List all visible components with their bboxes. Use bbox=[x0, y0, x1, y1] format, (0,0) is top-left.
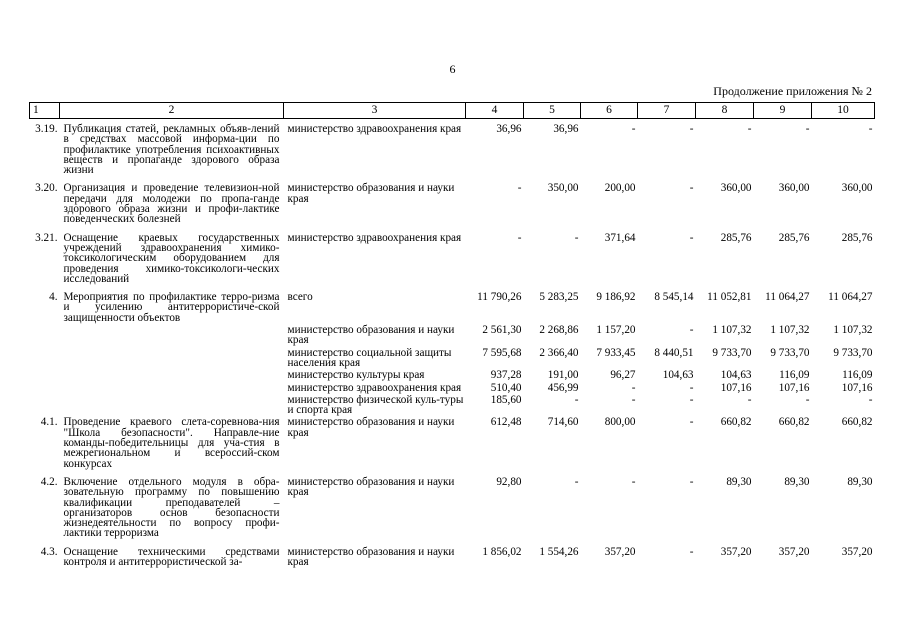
row-value-col-7: - bbox=[689, 381, 694, 394]
header-col-7: 7 bbox=[638, 103, 696, 119]
row-value-col-7: - bbox=[689, 182, 694, 195]
row-value-col-10: 116,09 bbox=[842, 369, 873, 382]
row-value-col-8: 9 733,70 bbox=[712, 346, 752, 359]
row-code: 4.1. bbox=[40, 416, 58, 429]
row-value-col-9: 360,00 bbox=[778, 182, 810, 195]
row-value-col-4: 185,60 bbox=[490, 393, 522, 406]
row-description: Включение отдельного модуля в обра-зовательную программу по повышению квалификации преподавателей – организаторов основ безопасности жизнедеятельности по вопросу профи-лактики терроризма bbox=[63, 475, 280, 540]
row-value-col-4: 510,40 bbox=[490, 381, 522, 394]
row-value-col-10: 89,30 bbox=[847, 475, 873, 488]
header-col-5: 5 bbox=[524, 103, 581, 119]
row-value-col-7: - bbox=[689, 231, 694, 244]
table-row bbox=[30, 381, 875, 393]
row-code-cell bbox=[30, 175, 60, 224]
row-value-col-7: - bbox=[689, 324, 694, 337]
row-value-col-8: 1 107,32 bbox=[712, 324, 752, 337]
row-value-col-10: 660,82 bbox=[841, 416, 873, 429]
row-value-col-4: 612,48 bbox=[490, 416, 522, 429]
table-body bbox=[30, 119, 875, 568]
table-row bbox=[30, 346, 875, 369]
row-value-col-9: 285,76 bbox=[778, 231, 810, 244]
row-value-col-6: 200,00 bbox=[604, 182, 636, 195]
table-row bbox=[30, 175, 875, 224]
row-value-col-5: 2 366,40 bbox=[539, 346, 579, 359]
row-value-col-4: 2 561,30 bbox=[482, 324, 522, 337]
header-col-1: 1 bbox=[30, 103, 60, 119]
row-code-cell bbox=[30, 469, 60, 539]
row-value-col-6: - bbox=[631, 475, 636, 488]
row-value-col-10: 11 064,27 bbox=[828, 291, 873, 304]
row-value-col-5: 5 283,25 bbox=[539, 291, 579, 304]
row-value-col-6: 371,64 bbox=[604, 231, 636, 244]
row-code-cell bbox=[30, 393, 60, 416]
row-value-col-8: 285,76 bbox=[720, 231, 752, 244]
row-value-col-8: 357,20 bbox=[720, 545, 752, 558]
row-value-col-4: 937,28 bbox=[490, 369, 522, 382]
header-col-2: 2 bbox=[60, 103, 284, 119]
header-col-8: 8 bbox=[696, 103, 754, 119]
row-executor: министерство образования и науки края bbox=[287, 475, 455, 499]
row-value-col-10: 9 733,70 bbox=[833, 346, 873, 359]
row-value-col-8: - bbox=[747, 393, 752, 406]
row-value-col-6: 1 157,20 bbox=[596, 324, 636, 337]
row-executor: министерство образования и науки края bbox=[287, 324, 455, 347]
row-description: Организация и проведение телевизион-ной передачи для молодежи по пропа-ганде здорового образа жизни и профи-лактике поведенческих болезней bbox=[63, 182, 280, 226]
row-value-col-6: - bbox=[631, 393, 636, 406]
row-code-cell bbox=[30, 323, 60, 346]
row-executor: министерство здравоохранения края bbox=[287, 231, 462, 244]
row-value-col-9: 11 064,27 bbox=[765, 291, 810, 304]
row-value-col-10: 107,16 bbox=[841, 381, 873, 394]
row-description bbox=[60, 393, 284, 416]
row-value-col-7: - bbox=[689, 545, 694, 558]
row-executor: министерство культуры края bbox=[287, 369, 425, 382]
row-code-cell bbox=[30, 284, 60, 323]
row-value-col-6: - bbox=[631, 123, 636, 135]
row-value-col-8: 104,63 bbox=[720, 369, 752, 382]
header-col-4: 4 bbox=[466, 103, 524, 119]
row-value-col-5: - bbox=[574, 475, 579, 488]
row-value-col-7: - bbox=[689, 416, 694, 429]
table-row bbox=[30, 323, 875, 346]
table-row bbox=[30, 539, 875, 568]
row-value-col-8: 11 052,81 bbox=[707, 291, 752, 304]
row-value-col-6: 9 186,92 bbox=[596, 291, 636, 304]
table-row bbox=[30, 368, 875, 380]
row-code-cell bbox=[30, 346, 60, 369]
row-value-col-10: 285,76 bbox=[841, 231, 873, 244]
row-code: 4.2. bbox=[40, 475, 58, 488]
row-value-col-10: 1 107,32 bbox=[833, 324, 873, 337]
row-value-col-9: 116,09 bbox=[779, 369, 810, 382]
row-value-col-8: 660,82 bbox=[720, 416, 752, 429]
row-value-col-6: 357,20 bbox=[604, 545, 636, 558]
row-value-col-5: 456,99 bbox=[547, 381, 579, 394]
row-executor: министерство социальной защиты населения края bbox=[287, 346, 452, 369]
table-row bbox=[30, 284, 875, 323]
row-value-col-5: 36,96 bbox=[553, 123, 579, 135]
appendix-table bbox=[29, 102, 875, 567]
row-executor: министерство образования и науки края bbox=[287, 416, 455, 439]
row-executor: министерство образования и науки края bbox=[287, 182, 455, 205]
row-value-col-7: 8 545,14 bbox=[654, 291, 694, 304]
row-value-col-10: - bbox=[868, 393, 873, 406]
page-number: 6 bbox=[449, 62, 456, 76]
header-col-3: 3 bbox=[284, 103, 466, 119]
row-code: 3.20. bbox=[35, 182, 58, 195]
row-code-cell bbox=[30, 225, 60, 284]
row-description: Оснащение техническими средствами контроля и антитеррористической за- bbox=[63, 545, 280, 568]
header-row bbox=[30, 103, 875, 119]
row-value-col-7: - bbox=[689, 123, 694, 135]
row-value-col-9: 660,82 bbox=[778, 416, 810, 429]
header-col-6: 6 bbox=[581, 103, 638, 119]
header-col-9: 9 bbox=[754, 103, 812, 119]
row-value-col-7: - bbox=[689, 475, 694, 488]
row-value-col-5: 1 554,26 bbox=[539, 545, 579, 558]
row-executor: министерство здравоохранения края bbox=[287, 123, 462, 135]
row-description bbox=[60, 323, 284, 346]
row-code-cell bbox=[30, 368, 60, 380]
row-value-col-4: 11 790,26 bbox=[477, 291, 522, 304]
row-value-col-4: - bbox=[517, 231, 522, 244]
row-executor: министерство здравоохранения края bbox=[287, 381, 462, 394]
table-row bbox=[30, 225, 875, 284]
row-value-col-5: 350,00 bbox=[547, 182, 579, 195]
row-value-col-8: 107,16 bbox=[720, 381, 752, 394]
row-value-col-9: 357,20 bbox=[778, 545, 810, 558]
row-value-col-5: 191,00 bbox=[547, 369, 579, 382]
row-value-col-10: - bbox=[868, 123, 873, 135]
row-description bbox=[60, 368, 284, 380]
row-code: 4.3. bbox=[40, 545, 58, 558]
row-value-col-7: 8 440,51 bbox=[654, 346, 694, 359]
row-value-col-4: 36,96 bbox=[496, 123, 522, 135]
row-value-col-5: 714,60 bbox=[547, 416, 579, 429]
row-value-col-4: 7 595,68 bbox=[482, 346, 522, 359]
row-executor: всего bbox=[287, 291, 313, 304]
row-value-col-9: 1 107,32 bbox=[770, 324, 810, 337]
row-value-col-6: 800,00 bbox=[604, 416, 636, 429]
row-value-col-9: 107,16 bbox=[778, 381, 810, 394]
row-code: 3.19. bbox=[35, 123, 58, 135]
row-executor: министерство физической куль-туры и спорта края bbox=[287, 393, 464, 417]
row-code: 4. bbox=[49, 291, 58, 304]
row-value-col-7: 104,63 bbox=[662, 369, 694, 382]
row-description: Мероприятия по профилактике терро-ризма и усилению антитеррористиче-ской защищенности объектов bbox=[63, 291, 280, 324]
row-value-col-6: 96,27 bbox=[610, 369, 636, 382]
row-code-cell bbox=[30, 415, 60, 468]
row-value-col-4: 92,80 bbox=[496, 475, 522, 488]
row-description: Оснащение краевых государственных учреждений здравоохранения химико-токсикологическим оборудованием для проведения химико-токсикологи-ческих исследований bbox=[63, 231, 280, 285]
row-value-col-6: - bbox=[631, 381, 636, 394]
row-value-col-4: - bbox=[517, 182, 522, 195]
table-row bbox=[30, 469, 875, 539]
row-value-col-8: - bbox=[747, 123, 752, 135]
row-description bbox=[60, 346, 284, 369]
row-value-col-7: - bbox=[689, 393, 694, 406]
continuation-label: Продолжение приложения № 2 bbox=[713, 84, 872, 98]
row-value-col-9: 89,30 bbox=[784, 475, 810, 488]
row-code-cell bbox=[30, 119, 60, 176]
row-code-cell bbox=[30, 381, 60, 393]
table-row bbox=[30, 415, 875, 468]
row-code: 3.21. bbox=[35, 231, 58, 244]
row-value-col-5: 2 268,86 bbox=[539, 324, 579, 337]
row-description: Проведение краевого слета-соревнова-ния "Школа безопасности". Направле-ние команды-победительницы для уча-стия в межрегиональном и всероссий-ском конкурсах bbox=[63, 416, 280, 470]
row-value-col-9: 9 733,70 bbox=[770, 346, 810, 359]
row-value-col-4: 1 856,02 bbox=[482, 545, 522, 558]
row-code-cell bbox=[30, 539, 60, 568]
table-row bbox=[30, 119, 875, 176]
row-value-col-9: - bbox=[805, 393, 810, 406]
header-col-10: 10 bbox=[812, 103, 875, 119]
row-value-col-8: 360,00 bbox=[720, 182, 752, 195]
row-executor: министерство образования и науки края bbox=[287, 545, 455, 568]
row-value-col-6: 7 933,45 bbox=[596, 346, 636, 359]
row-description bbox=[60, 381, 284, 393]
row-value-col-9: - bbox=[805, 123, 810, 135]
row-value-col-10: 357,20 bbox=[841, 545, 873, 558]
row-value-col-8: 89,30 bbox=[726, 475, 752, 488]
row-value-col-10: 360,00 bbox=[841, 182, 873, 195]
row-value-col-5: - bbox=[574, 231, 579, 244]
row-value-col-5: - bbox=[574, 393, 579, 406]
row-description: Публикация статей, рекламных объяв-лений в средствах массовой информа-ции по профилактике употребления психоактивных веществ и пропаганде здорового образа жизни bbox=[63, 123, 280, 177]
table-row bbox=[30, 393, 875, 416]
